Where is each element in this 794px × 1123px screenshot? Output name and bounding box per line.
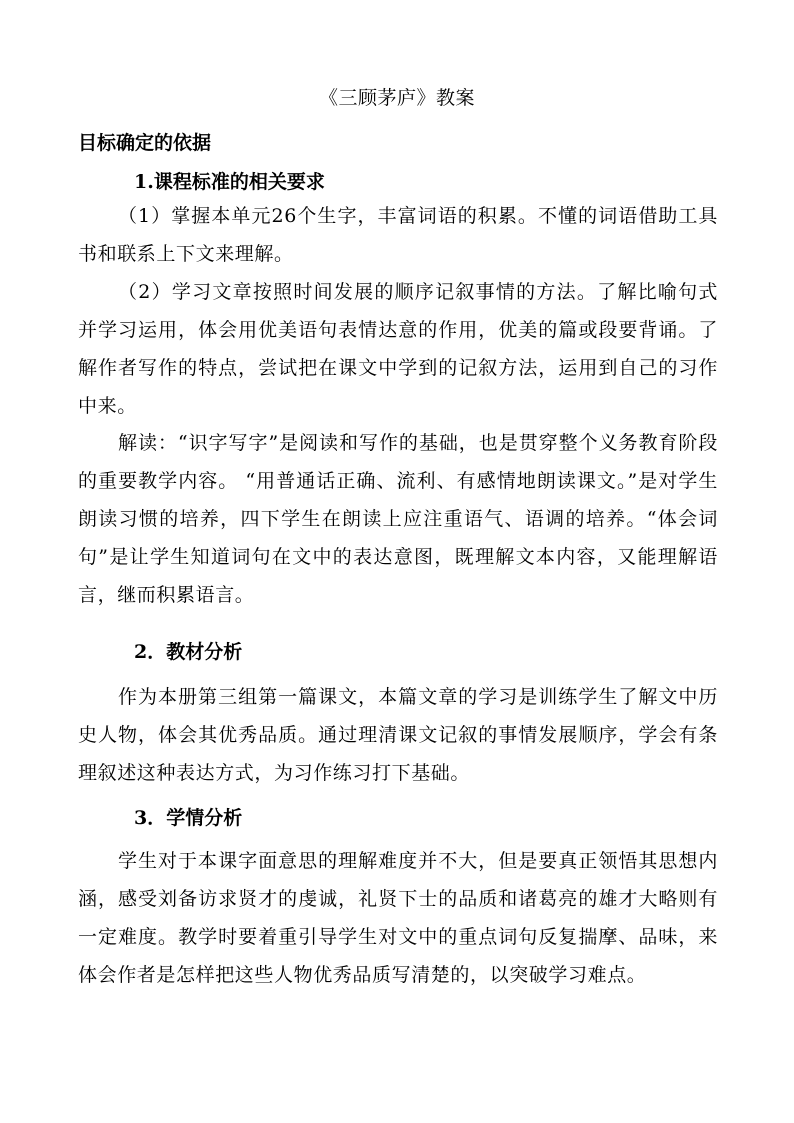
subheading-curriculum-standards: 1.课程标准的相关要求 bbox=[134, 171, 325, 193]
document-title: 《三顾茅庐》教案 bbox=[318, 87, 475, 109]
requirement-item-1: （1）掌握本单元26个生字，丰富词语的积累。不懂的词语借助工具书和联系上下文来理解。 bbox=[78, 205, 718, 265]
interpretation-paragraph: 解读：“识字写字”是阅读和写作的基础，也是贯穿整个义务教育阶段的重要教学内容。 “用普通话正确、流利、有感情地朗读课文。”是对学生朗读习惯的培养，四下学生在朗读上应注重语气、语调的培养。“体会词句”是让学生知道词句在文中的表达意图，既理解文本内容，又能理解语言，继而积累语言。 bbox=[78, 432, 718, 606]
learner-analysis-paragraph: 学生对于本课字面意思的理解难度并不大，但是要真正领悟其思想内涵，感受刘备访求贤才的虔诚，礼贤下士的品质和诸葛亮的雄才大略则有一定难度。教学时要着重引导学生对文中的重点词句反复揣摩、品味，来体会作者是怎样把这些人物优秀品质写清楚的，以突破学习难点。 bbox=[78, 850, 718, 986]
subheading-textbook-analysis: 2．教材分析 bbox=[134, 641, 243, 663]
subheading-learner-analysis: 3．学情分析 bbox=[134, 807, 243, 829]
textbook-analysis-paragraph: 作为本册第三组第一篇课文，本篇文章的学习是训练学生了解文中历史人物，体会其优秀品质。通过理清课文记叙的事情发展顺序，学会有条理叙述这种表达方式，为习作练习打下基础。 bbox=[78, 686, 718, 784]
section-heading-basis: 目标确定的依据 bbox=[78, 132, 212, 154]
requirement-item-2: （2）学习文章按照时间发展的顺序记叙事情的方法。了解比喻句式并学习运用，体会用优美语句表情达意的作用，优美的篇或段要背诵。了解作者写作的特点，尝试把在课文中学到的记叙方法，运用到自己的习作中来。 bbox=[78, 281, 718, 417]
